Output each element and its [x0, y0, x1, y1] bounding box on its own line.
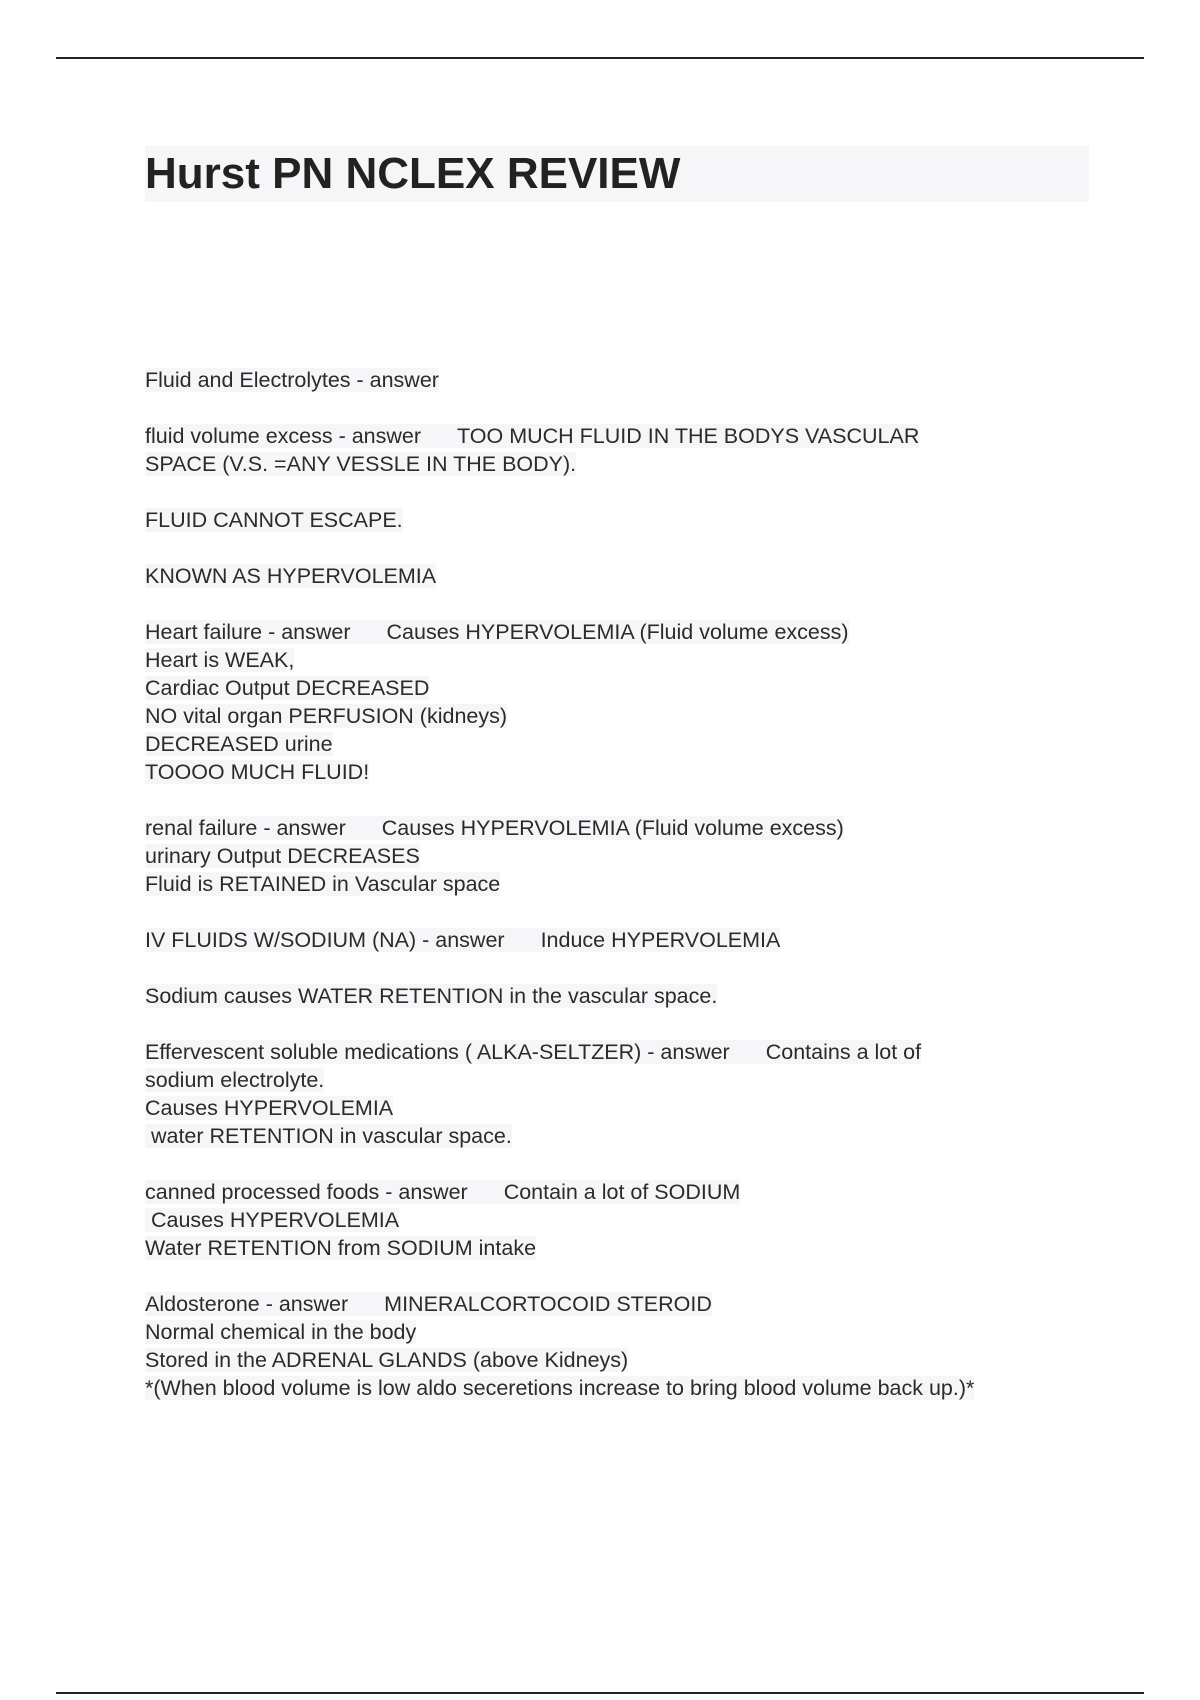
flashcard-line — [145, 646, 1095, 674]
flashcard — [145, 1038, 1095, 1150]
flashcard-line-text: Causes HYPERVOLEMIA — [145, 1208, 400, 1232]
flashcard-line-text: Stored in the ADRENAL GLANDS (above Kidneys) — [145, 1348, 629, 1372]
flashcard-line-text: TOOOO MUCH FLUID! — [145, 760, 370, 784]
highlight — [145, 620, 849, 644]
flashcard-line — [145, 730, 1095, 758]
flashcard — [145, 422, 1095, 478]
flashcard — [145, 506, 1095, 534]
flashcard-line — [145, 702, 1095, 730]
flashcard-line-text: Sodium causes WATER RETENTION in the vascular space. — [145, 984, 718, 1008]
flashcard-first-line — [145, 926, 1095, 954]
highlight — [145, 928, 780, 952]
flashcard-first-line — [145, 1290, 1095, 1318]
flashcard-line — [145, 1094, 1095, 1122]
flashcard-line — [145, 1318, 1095, 1346]
flashcard-line — [145, 1066, 1095, 1094]
flashcard-definition: Contains a lot of — [765, 1040, 922, 1064]
flashcard-line-text: Heart is WEAK, — [145, 648, 295, 672]
highlight — [145, 816, 844, 840]
flashcard-line-text: DECREASED urine — [145, 732, 333, 756]
highlight — [145, 1292, 712, 1316]
flashcard — [145, 982, 1095, 1010]
flashcard-line-text: *(When blood volume is low aldo seceretions increase to bring blood volume back up.)* — [145, 1376, 975, 1400]
flashcard-definition: Contain a lot of SODIUM — [503, 1180, 741, 1204]
flashcard-first-line — [145, 814, 1095, 842]
flashcard-definition: TOO MUCH FLUID IN THE BODYS VASCULAR — [457, 424, 920, 448]
flashcard-line-text: KNOWN AS HYPERVOLEMIA — [145, 564, 437, 588]
flashcard-line-text: SPACE (V.S. =ANY VESSLE IN THE BODY). — [145, 452, 577, 476]
flashcard-line — [145, 1234, 1095, 1262]
flashcard-line-text: Cardiac Output DECREASED — [145, 676, 430, 700]
flashcard-line-text: sodium electrolyte. — [145, 1068, 325, 1092]
flashcard-term: Heart failure - answer — [145, 620, 351, 644]
flashcard-term: fluid volume excess - answer — [145, 424, 422, 448]
flashcard-definition: Induce HYPERVOLEMIA — [540, 928, 781, 952]
flashcard — [145, 1178, 1095, 1262]
flashcard-line-text: Causes HYPERVOLEMIA — [145, 1096, 394, 1120]
flashcard-line-text: FLUID CANNOT ESCAPE. — [145, 508, 403, 532]
document-body — [145, 146, 1095, 1430]
highlight — [145, 368, 439, 392]
flashcard-line — [145, 674, 1095, 702]
flashcard-line — [145, 758, 1095, 786]
flashcard-line — [145, 870, 1095, 898]
flashcard-term: canned processed foods - answer — [145, 1180, 468, 1204]
flashcard-line — [145, 1122, 1095, 1150]
flashcard-line — [145, 562, 1095, 590]
flashcard-line-text: Normal chemical in the body — [145, 1320, 417, 1344]
flashcard — [145, 926, 1095, 954]
flashcard-first-line — [145, 366, 1095, 394]
flashcard-line — [145, 1346, 1095, 1374]
flashcard — [145, 562, 1095, 590]
flashcard-line — [145, 982, 1095, 1010]
flashcard-first-line — [145, 422, 1095, 450]
flashcard-list — [145, 366, 1095, 1402]
flashcard-first-line — [145, 618, 1095, 646]
flashcard-line — [145, 450, 1095, 478]
flashcard-term: IV FLUIDS W/SODIUM (NA) - answer — [145, 928, 505, 952]
flashcard-line-text: urinary Output DECREASES — [145, 844, 420, 868]
flashcard — [145, 1290, 1095, 1402]
flashcard — [145, 814, 1095, 898]
top-rule — [56, 57, 1144, 59]
flashcard-line — [145, 1374, 1095, 1402]
flashcard — [145, 618, 1095, 786]
flashcard-term: Aldosterone - answer — [145, 1292, 349, 1316]
flashcard-definition: Causes HYPERVOLEMIA (Fluid volume excess) — [386, 620, 849, 644]
flashcard-first-line — [145, 1178, 1095, 1206]
flashcard-term: Fluid and Electrolytes - answer — [145, 368, 439, 392]
flashcard — [145, 366, 1095, 394]
flashcard-definition: Causes HYPERVOLEMIA (Fluid volume excess) — [381, 816, 844, 840]
title-banner — [145, 146, 1089, 202]
flashcard-first-line — [145, 1038, 1095, 1066]
highlight — [145, 1180, 740, 1204]
flashcard-line — [145, 1206, 1095, 1234]
flashcard-line-text: NO vital organ PERFUSION (kidneys) — [145, 704, 508, 728]
flashcard-line-text: water RETENTION in vascular space. — [145, 1124, 512, 1148]
flashcard-line-text: Water RETENTION from SODIUM intake — [145, 1236, 537, 1260]
document-title: Hurst PN NCLEX REVIEW — [145, 149, 681, 198]
bottom-rule — [56, 1692, 1144, 1694]
flashcard-term: Effervescent soluble medications ( ALKA-SELTZER) - answer — [145, 1040, 730, 1064]
flashcard-line — [145, 842, 1095, 870]
highlight — [145, 424, 919, 448]
flashcard-term: renal failure - answer — [145, 816, 346, 840]
flashcard-definition: MINERALCORTOCOID STEROID — [384, 1292, 712, 1316]
flashcard-line — [145, 506, 1095, 534]
flashcard-line-text: Fluid is RETAINED in Vascular space — [145, 872, 501, 896]
highlight — [145, 1040, 921, 1064]
